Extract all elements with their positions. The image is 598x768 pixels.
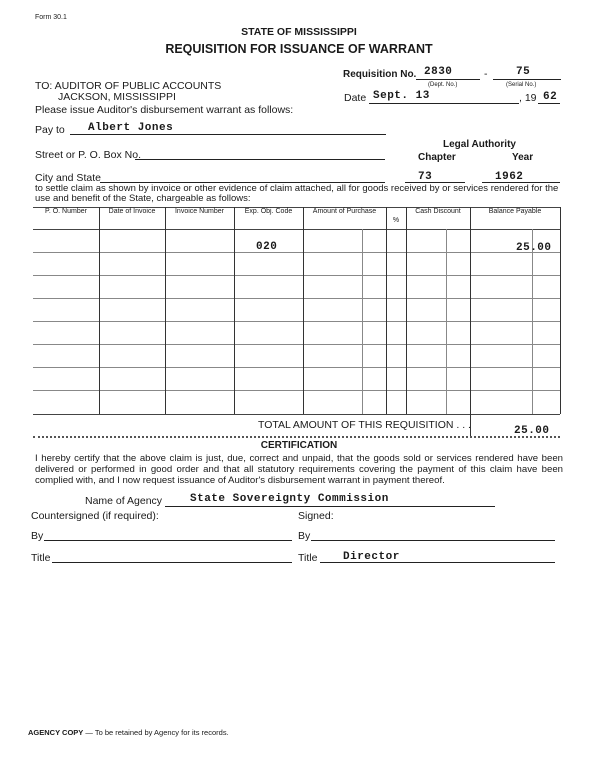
header-po-number: P. O. Number [45, 208, 87, 215]
serial-no-value[interactable]: 75 [516, 66, 531, 78]
total-rule [33, 436, 560, 438]
chapter-label: Chapter [418, 152, 456, 163]
certification-text: I hereby certify that the above claim is just, due, correct and unpaid, that the goods sold or services rendered have been delivered or performed in good order and that all statutory requirements covering the payment of this claim have been complied with, and I now request issuance of Auditor's disbursement warrant in payment thereof. [35, 453, 563, 486]
by-label-right: By [298, 530, 311, 542]
signed-label: Signed: [298, 510, 334, 522]
street-label: Street or P. O. Box No. [35, 149, 142, 161]
date-year-prefix: , 19 [519, 92, 537, 104]
date-year-value[interactable]: 62 [543, 91, 558, 103]
header-invoice-number: Invoice Number [174, 208, 225, 215]
certification-title: CERTIFICATION [260, 440, 338, 451]
header-date-of-invoice: Date of Invoice [108, 208, 156, 215]
pay-to-value[interactable]: Albert Jones [88, 122, 174, 134]
pay-to-line [70, 134, 386, 135]
title-label-right: Title [298, 552, 318, 564]
to-line-2: JACKSON, MISSISSIPPI [58, 91, 176, 103]
total-value[interactable]: 25.00 [514, 425, 550, 437]
agency-line [165, 506, 495, 507]
agency-value[interactable]: State Sovereignty Commission [190, 493, 389, 505]
header-balance-payable: Balance Payable [488, 208, 542, 215]
serial-no-caption: (Serial No.) [506, 82, 537, 88]
by-line-right[interactable] [311, 540, 555, 541]
dept-no-caption: (Dept. No.) [428, 82, 458, 88]
countersigned-label: Countersigned (if required): [31, 510, 159, 522]
street-line[interactable] [135, 159, 385, 160]
date-label: Date [344, 92, 367, 104]
serial-no-line [493, 79, 561, 80]
pay-to-label: Pay to [35, 124, 65, 136]
footer-retain-text: — To be retained by Agency for its records. [83, 728, 229, 737]
header-exp-obj-code: Exp. Obj. Code [244, 208, 293, 215]
legal-authority-label: Legal Authority [443, 139, 516, 150]
year-value[interactable]: 1962 [495, 171, 524, 183]
form-number: Form 30.1 [35, 14, 67, 21]
to-line-1: TO: AUDITOR OF PUBLIC ACCOUNTS [35, 80, 222, 92]
settle-claim-text: to settle claim as shown by invoice or other evidence of claim attached, all for goods received by or services rendered for the use and benefit of the State, chargeable as follows: [35, 183, 559, 204]
title-line-left[interactable] [52, 562, 292, 563]
page-title: REQUISITION FOR ISSUANCE OF WARRANT [165, 42, 433, 56]
state-heading: STATE OF MISSISSIPPI [241, 26, 357, 38]
agency-label: Name of Agency [85, 495, 163, 507]
row1-exp-obj-code[interactable]: 020 [256, 241, 278, 253]
city-label: City and State [35, 172, 101, 184]
requisition-label: Requisition No. [343, 69, 417, 80]
footer-agency-copy: AGENCY COPY [28, 728, 84, 737]
dept-no-value[interactable]: 2830 [424, 66, 453, 78]
row1-balance-payable[interactable]: 25.00 [516, 242, 552, 254]
by-label-left: By [31, 530, 44, 542]
date-line [369, 103, 519, 104]
total-label: TOTAL AMOUNT OF THIS REQUISITION . . . [258, 419, 471, 431]
title-label-left: Title [31, 552, 51, 564]
header-percent: % [392, 217, 400, 224]
header-amount-of-purchase: Amount of Purchase [312, 208, 377, 215]
year-line [538, 103, 560, 104]
title-value[interactable]: Director [343, 551, 400, 563]
by-line-left[interactable] [44, 540, 292, 541]
year-label: Year [512, 152, 534, 163]
date-value[interactable]: Sept. 13 [373, 90, 430, 102]
header-cash-discount: Cash Discount [415, 208, 461, 215]
chapter-value[interactable]: 73 [418, 171, 433, 183]
dept-no-line [416, 79, 480, 80]
requisition-dash: - [484, 68, 488, 80]
please-issue-text: Please issue Auditor's disbursement warrant as follows: [35, 104, 294, 116]
footer-note [28, 728, 229, 737]
